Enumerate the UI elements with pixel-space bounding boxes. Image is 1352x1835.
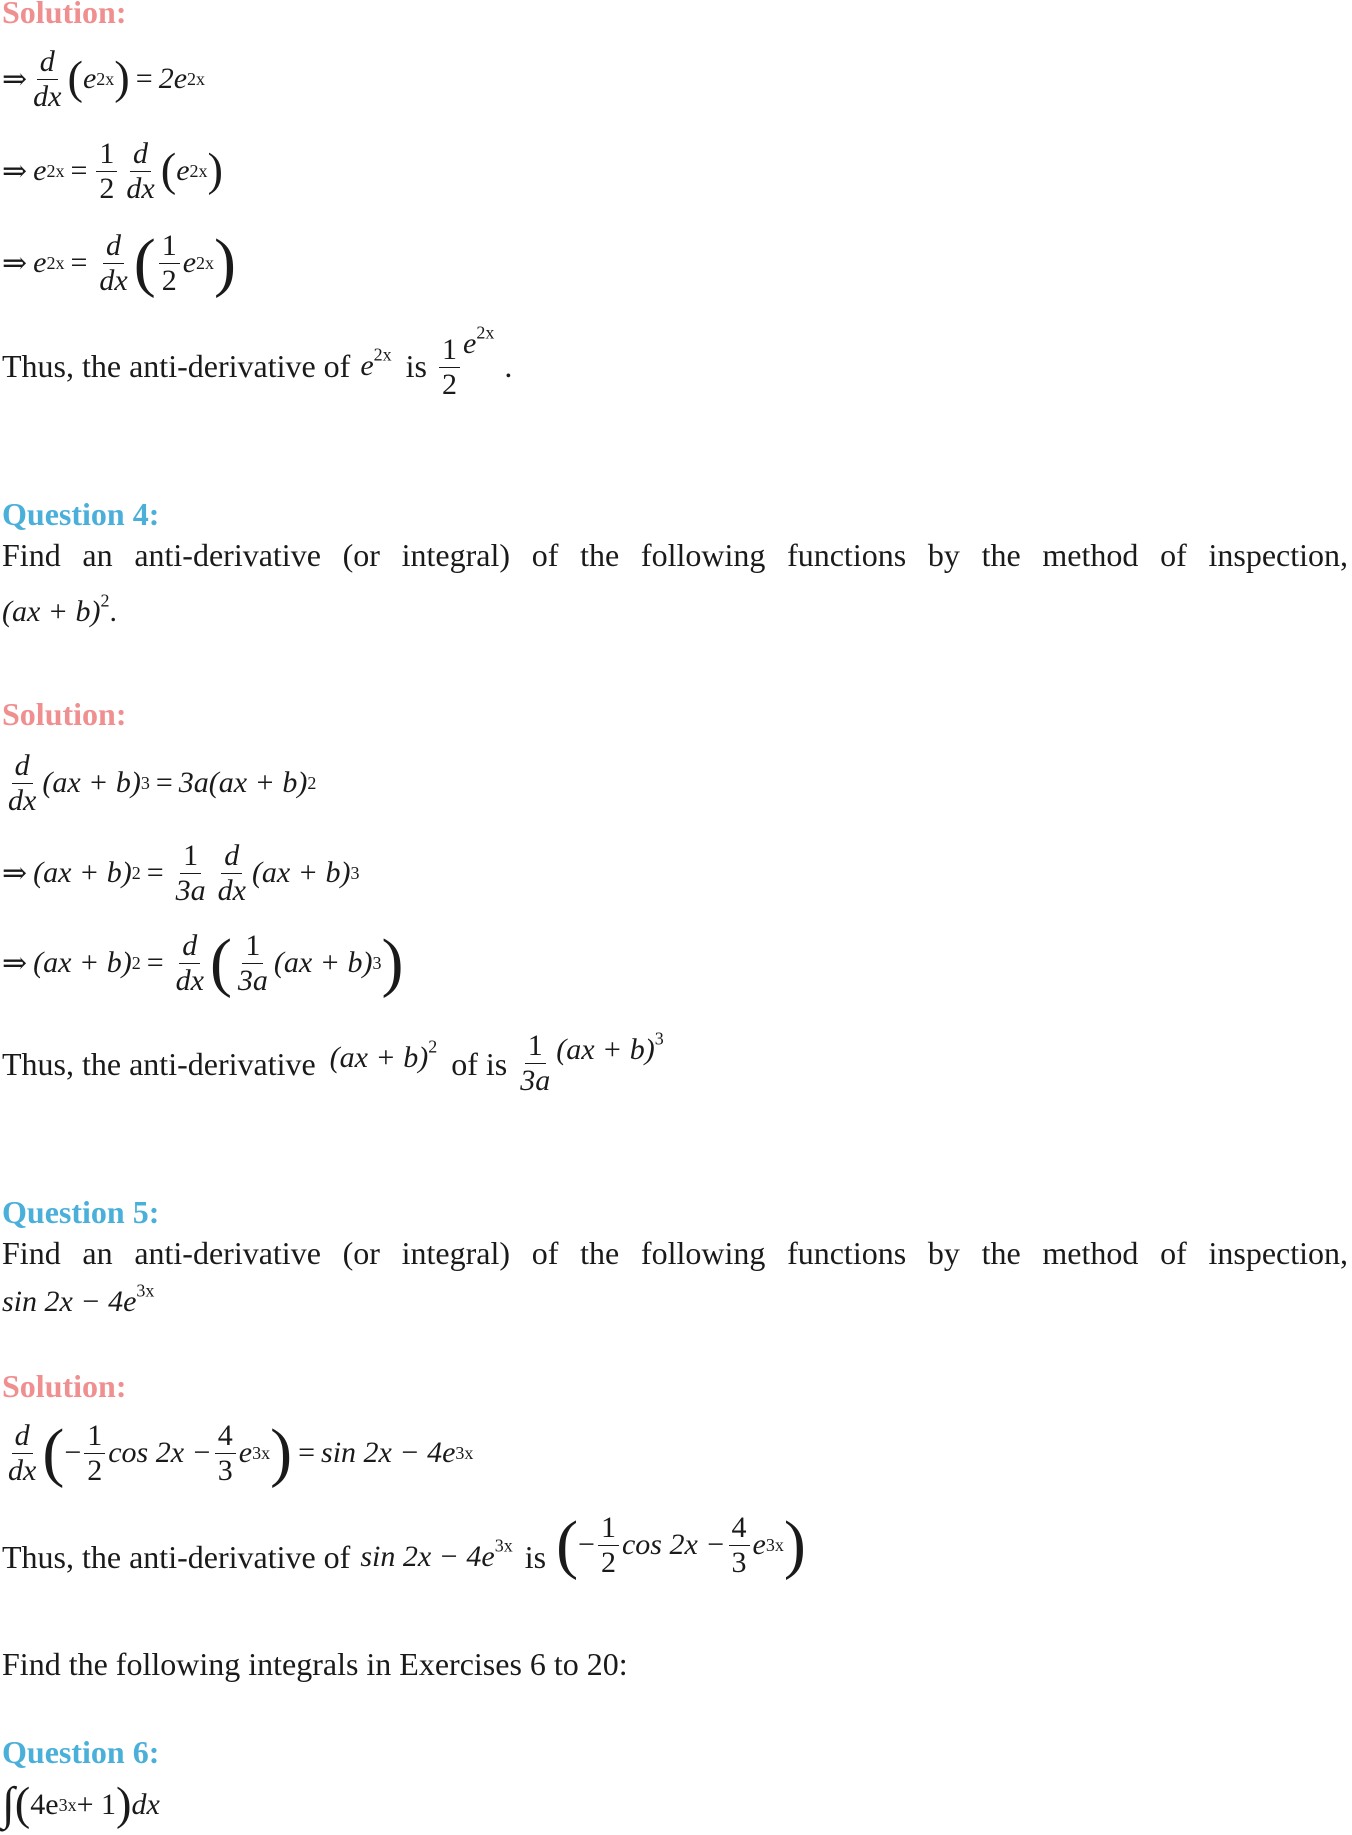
solution-heading: Solution: <box>2 696 127 732</box>
sol3-line-2: ⇒ e 2x = $\frac{1}{2}$ $\frac{d}{dx}$ ( e 2x ) <box>2 137 224 205</box>
sol4-line-2: ⇒ (ax + b) 2 = $\frac{1}{3a}$ $\frac{d}{dx}$ (ax + b) 3 <box>2 839 360 907</box>
question-6-expression: ∫ ( 4e 3x + 1 ) dx <box>2 1779 160 1830</box>
question-5-text: Find an anti-derivative (or integral) of the following functions by the method of inspection, <box>2 1235 1348 1271</box>
question-6-heading: Question 6: <box>2 1734 160 1770</box>
sol4-conclusion: Thus, the anti-derivative (ax + b)$^2$ of is $\frac{1}{3a}$ (ax + b)$^3$ <box>2 1028 664 1097</box>
sol5-conclusion: Thus, the anti-derivative of $\sin 2x - 4e^{3x}$ is ( − $\frac{1}{2}$ cos 2x − $\frac{4}{3}$ e 3x ) <box>2 1508 806 1581</box>
sol3-line-3: ⇒ e 2x = $\frac{d}{dx}$ ( $\frac{1}{2}$ e 2x ) <box>2 226 237 299</box>
sol3-line-1: ⇒ $\frac{d}{dx}$ ( e 2x ) = 2e 2x <box>2 45 206 113</box>
sol4-line-1: $\frac{d}{dx}$ (ax + b) 3 = 3a(ax + b) 2 <box>8 749 317 817</box>
question-4-heading: Question 4: <box>2 496 160 532</box>
solution-heading: Solution: <box>2 1368 127 1404</box>
sol3-conclusion: Thus, the anti-derivative of $e^{2x}$ is $\frac{1}{2}$ $e^{2x}$ . <box>2 322 513 401</box>
exercise-instruction: Find the following integrals in Exercises 6 to 20: <box>2 1646 628 1682</box>
question-5-heading: Question 5: <box>2 1194 160 1230</box>
sol4-line-3: ⇒ (ax + b) 2 = $\frac{d}{dx}$ ( $\frac{1}{3a}$ (ax + b) 3 ) <box>2 926 404 999</box>
question-4-expression: (ax + b)$^2$. <box>2 590 118 628</box>
solution-heading: Solution: <box>2 0 127 30</box>
fraction: $\frac{d}{dx}$ <box>33 45 62 113</box>
sol5-line-1: $\frac{d}{dx}$ ( − $\frac{1}{2}$ cos 2x − $\frac{4}{3}$ e 3x ) = sin 2x − 4e 3x <box>8 1416 474 1489</box>
question-4-text: Find an anti-derivative (or integral) of the following functions by the method of inspection, <box>2 537 1348 573</box>
implies-symbol: ⇒ <box>2 62 28 96</box>
question-5-expression: $\sin 2x - 4e^{3x}$ <box>2 1280 155 1318</box>
